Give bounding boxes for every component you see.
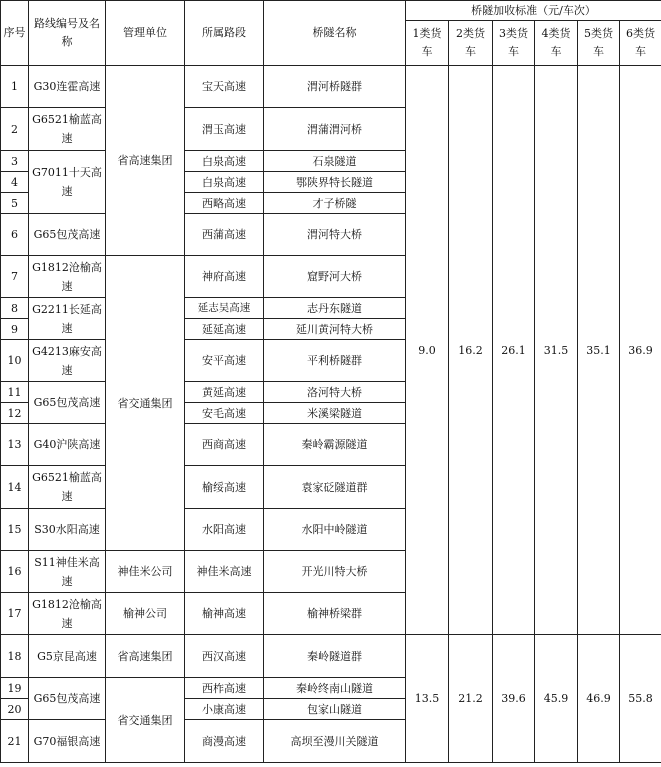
- bridge-cell: 鄂陕界特长隧道: [264, 172, 406, 193]
- bridge-cell: 秦岭终南山隧道: [264, 678, 406, 699]
- section-cell: 小康高速: [185, 699, 264, 720]
- section-cell: 宝天高速: [185, 66, 264, 108]
- route-cell: G6521榆蓝高速: [29, 108, 106, 151]
- seq-cell: 8: [1, 298, 29, 319]
- rate-class-1-group-2: 13.5: [406, 635, 449, 763]
- unit-cell: 省交通集团: [106, 678, 185, 763]
- section-cell: 延延高速: [185, 319, 264, 340]
- bridge-cell: 高坝至漫川关隧道: [264, 720, 406, 763]
- route-cell: G65包茂高速: [29, 678, 106, 720]
- bridge-cell: 洛河特大桥: [264, 382, 406, 403]
- bridge-cell: 开光川特大桥: [264, 551, 406, 593]
- seq-cell: 15: [1, 509, 29, 551]
- seq-cell: 10: [1, 340, 29, 382]
- route-cell: G1812沧榆高速: [29, 593, 106, 635]
- route-cell: G5京昆高速: [29, 635, 106, 678]
- section-cell: 西略高速: [185, 193, 264, 214]
- bridge-cell: 秦岭隧道群: [264, 635, 406, 678]
- section-cell: 安平高速: [185, 340, 264, 382]
- rate-class-5-group-1: 35.1: [578, 66, 620, 635]
- bridge-cell: 平利桥隧群: [264, 340, 406, 382]
- rate-class-2-group-1: 16.2: [449, 66, 493, 635]
- seq-cell: 21: [1, 720, 29, 763]
- unit-cell: 神佳米公司: [106, 551, 185, 593]
- seq-cell: 4: [1, 172, 29, 193]
- section-cell: 白泉高速: [185, 151, 264, 172]
- rate-class-2-group-2: 21.2: [449, 635, 493, 763]
- route-cell: G1812沧榆高速: [29, 256, 106, 298]
- route-cell: G6521榆蓝高速: [29, 466, 106, 509]
- table-row: [1, 66, 661, 108]
- unit-cell: 省交通集团: [106, 256, 185, 551]
- section-cell: 水阳高速: [185, 509, 264, 551]
- rate-class-1-group-1: 9.0: [406, 66, 449, 635]
- header-class-4: 4类货车: [535, 21, 578, 66]
- header-bridge: 桥隧名称: [264, 1, 406, 66]
- unit-cell: 省高速集团: [106, 66, 185, 256]
- seq-cell: 16: [1, 551, 29, 593]
- section-cell: 西汉高速: [185, 635, 264, 678]
- section-cell: 安毛高速: [185, 403, 264, 424]
- rate-class-3-group-2: 39.6: [493, 635, 535, 763]
- seq-cell: 2: [1, 108, 29, 151]
- section-cell: 西蒲高速: [185, 214, 264, 256]
- seq-cell: 1: [1, 66, 29, 108]
- header-seq: 序号: [1, 1, 29, 66]
- bridge-cell: 志丹东隧道: [264, 298, 406, 319]
- bridge-cell: 米溪梁隧道: [264, 403, 406, 424]
- seq-cell: 11: [1, 382, 29, 403]
- bridge-cell: 才子桥隧: [264, 193, 406, 214]
- bridge-cell: 窟野河大桥: [264, 256, 406, 298]
- section-cell: 神府高速: [185, 256, 264, 298]
- bridge-cell: 延川黄河特大桥: [264, 319, 406, 340]
- route-cell: S11神佳米高速: [29, 551, 106, 593]
- section-cell: 西商高速: [185, 424, 264, 466]
- section-cell: 白泉高速: [185, 172, 264, 193]
- seq-cell: 18: [1, 635, 29, 678]
- header-class-5: 5类货车: [578, 21, 620, 66]
- seq-cell: 19: [1, 678, 29, 699]
- bridge-cell: 包家山隧道: [264, 699, 406, 720]
- unit-cell: 榆神公司: [106, 593, 185, 635]
- rate-class-6-group-1: 36.9: [620, 66, 661, 635]
- bridge-cell: 石泉隧道: [264, 151, 406, 172]
- bridge-cell: 袁家砭隧道群: [264, 466, 406, 509]
- seq-cell: 13: [1, 424, 29, 466]
- route-cell: G40沪陕高速: [29, 424, 106, 466]
- route-cell: G65包茂高速: [29, 382, 106, 424]
- bridge-cell: 渭河桥隧群: [264, 66, 406, 108]
- rate-class-3-group-1: 26.1: [493, 66, 535, 635]
- bridge-cell: 渭蒲渭河桥: [264, 108, 406, 151]
- route-cell: G4213麻安高速: [29, 340, 106, 382]
- header-standard: 桥隧加收标准（元/车次）: [406, 1, 661, 21]
- bridge-cell: 渭河特大桥: [264, 214, 406, 256]
- route-cell: S30水阳高速: [29, 509, 106, 551]
- section-cell: 商漫高速: [185, 720, 264, 763]
- section-cell: 榆神高速: [185, 593, 264, 635]
- header-class-1: 1类货车: [406, 21, 449, 66]
- section-cell: 渭玉高速: [185, 108, 264, 151]
- seq-cell: 9: [1, 319, 29, 340]
- bridge-cell: 秦岭霸源隧道: [264, 424, 406, 466]
- section-cell: 延志吴高速: [185, 298, 264, 319]
- seq-cell: 5: [1, 193, 29, 214]
- section-cell: 黄延高速: [185, 382, 264, 403]
- table-row: [1, 635, 661, 678]
- seq-cell: 20: [1, 699, 29, 720]
- header-class-3: 3类货车: [493, 21, 535, 66]
- route-cell: G2211长延高速: [29, 298, 106, 340]
- rate-class-6-group-2: 55.8: [620, 635, 661, 763]
- route-cell: G70福银高速: [29, 720, 106, 763]
- header-route: 路线编号及名称: [29, 1, 106, 66]
- section-cell: 神佳米高速: [185, 551, 264, 593]
- rate-class-5-group-2: 46.9: [578, 635, 620, 763]
- bridge-cell: 榆神桥梁群: [264, 593, 406, 635]
- header-section: 所属路段: [185, 1, 264, 66]
- route-cell: G30连霍高速: [29, 66, 106, 108]
- section-cell: 西柞高速: [185, 678, 264, 699]
- bridge-cell: 水阳中岭隧道: [264, 509, 406, 551]
- rate-class-4-group-2: 45.9: [535, 635, 578, 763]
- header-class-6: 6类货车: [620, 21, 661, 66]
- seq-cell: 14: [1, 466, 29, 509]
- route-cell: G65包茂高速: [29, 214, 106, 256]
- route-cell: G7011十天高速: [29, 151, 106, 214]
- header-class-2: 2类货车: [449, 21, 493, 66]
- seq-cell: 17: [1, 593, 29, 635]
- rate-class-4-group-1: 31.5: [535, 66, 578, 635]
- seq-cell: 7: [1, 256, 29, 298]
- seq-cell: 6: [1, 214, 29, 256]
- seq-cell: 12: [1, 403, 29, 424]
- header-unit: 管理单位: [106, 1, 185, 66]
- seq-cell: 3: [1, 151, 29, 172]
- unit-cell: 省高速集团: [106, 635, 185, 678]
- section-cell: 榆绥高速: [185, 466, 264, 509]
